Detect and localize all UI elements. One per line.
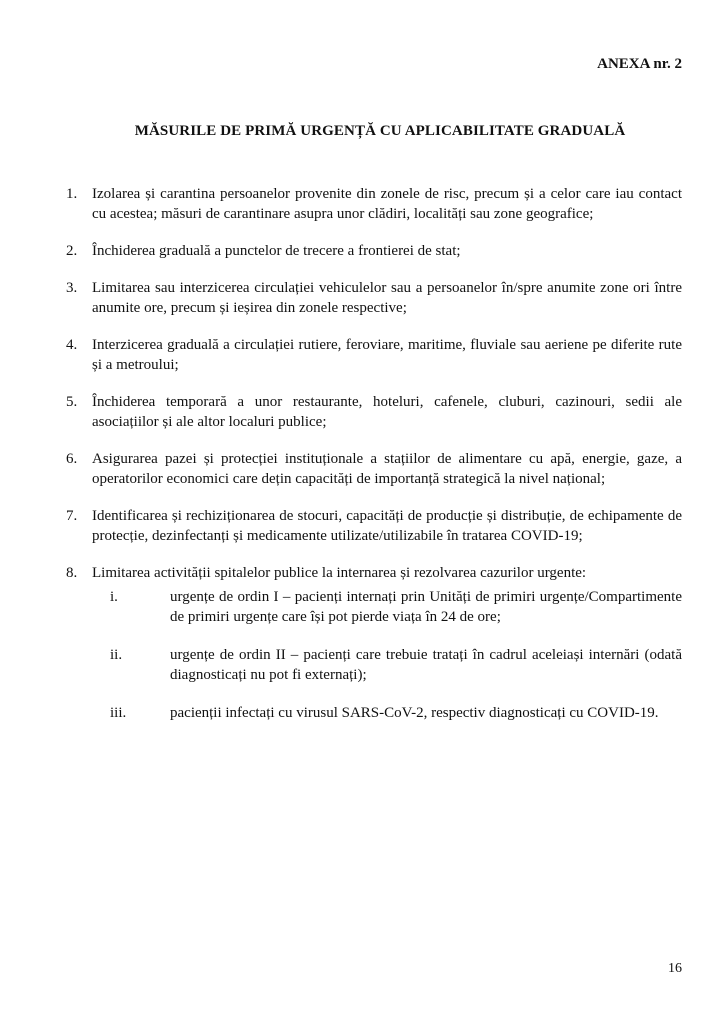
list-item	[66, 506, 682, 546]
item-number: 7.	[66, 508, 78, 524]
item-body	[92, 563, 682, 741]
item-number: 4.	[66, 337, 78, 353]
annex-label: ANEXA nr. 2	[597, 56, 682, 72]
list-item	[66, 184, 682, 224]
list-item	[66, 392, 682, 432]
subitem-text: urgențe de ordin I – pacienți internați prin Unități de primiri urgențe/Compartimente de primiri urgențe care își pot pierde viața în 24 de ore;	[170, 589, 682, 625]
list-item	[66, 278, 682, 318]
subitem-text: urgențe de ordin II – pacienți care trebuie tratați în cadrul aceleiași internări (odată diagnosticați nu pot fi externați);	[170, 647, 682, 683]
page-number: 16	[668, 961, 682, 976]
sublist-item	[92, 587, 682, 627]
subitem-text: pacienții infectați cu virusul SARS-CoV-2, respectiv diagnosticați cu COVID-19.	[170, 705, 659, 721]
document-title: MĂSURILE DE PRIMĂ URGENȚĂ CU APLICABILITATE GRADUALĂ	[134, 123, 626, 139]
item-text: Limitarea sau interzicerea circulației vehiculelor sau a persoanelor în/spre anumite zone ori între anumite ore, precum și ieșirea din zonele respective;	[92, 280, 682, 316]
subitem-number: ii.	[110, 647, 123, 663]
item-number: 6.	[66, 451, 78, 467]
item-number: 2.	[66, 243, 78, 259]
list-item	[66, 241, 682, 261]
item-text: Închiderea temporară a unor restaurante, hoteluri, cafenele, cluburi, cazinouri, sedii ale asociațiilor și ale altor localuri publice;	[92, 394, 682, 430]
measures-list	[66, 184, 682, 758]
list-item	[66, 335, 682, 375]
list-item	[66, 449, 682, 489]
urgency-sublist	[92, 587, 682, 723]
item-text: Interzicerea graduală a circulației rutiere, feroviare, maritime, fluviale sau aeriene pe diferite rute și a metroului;	[92, 337, 682, 373]
list-item	[66, 563, 682, 741]
sublist-item	[92, 703, 682, 723]
item-text: Identificarea și rechiziționarea de stocuri, capacități de producție și distribuție, de echipamente de protecție, dezinfectanți și medicamente utilizate/utilizabile în tratarea COVID-19;	[92, 508, 682, 544]
item-number: 8.	[66, 565, 78, 581]
item-number: 1.	[66, 186, 78, 202]
item-text: Izolarea și carantina persoanelor provenite din zonele de risc, precum și a celor care iau contact cu acestea; măsuri de carantinare asupra unor clădiri, localități sau zone geografice;	[92, 186, 682, 222]
item-text: Limitarea activității spitalelor publice la internarea și rezolvarea cazurilor urgente:	[92, 565, 587, 581]
item-number: 3.	[66, 280, 78, 296]
sublist-item	[92, 645, 682, 685]
item-text: Asigurarea pazei și protecției instituționale a stațiilor de alimentare cu apă, energie, gaze, a operatorilor economici care dețin capacități de importanță strategică la nivel național;	[92, 451, 682, 487]
item-number: 5.	[66, 394, 78, 410]
subitem-number: iii.	[110, 705, 127, 721]
subitem-number: i.	[110, 589, 118, 605]
item-text: Închiderea graduală a punctelor de trecere a frontierei de stat;	[92, 243, 461, 259]
